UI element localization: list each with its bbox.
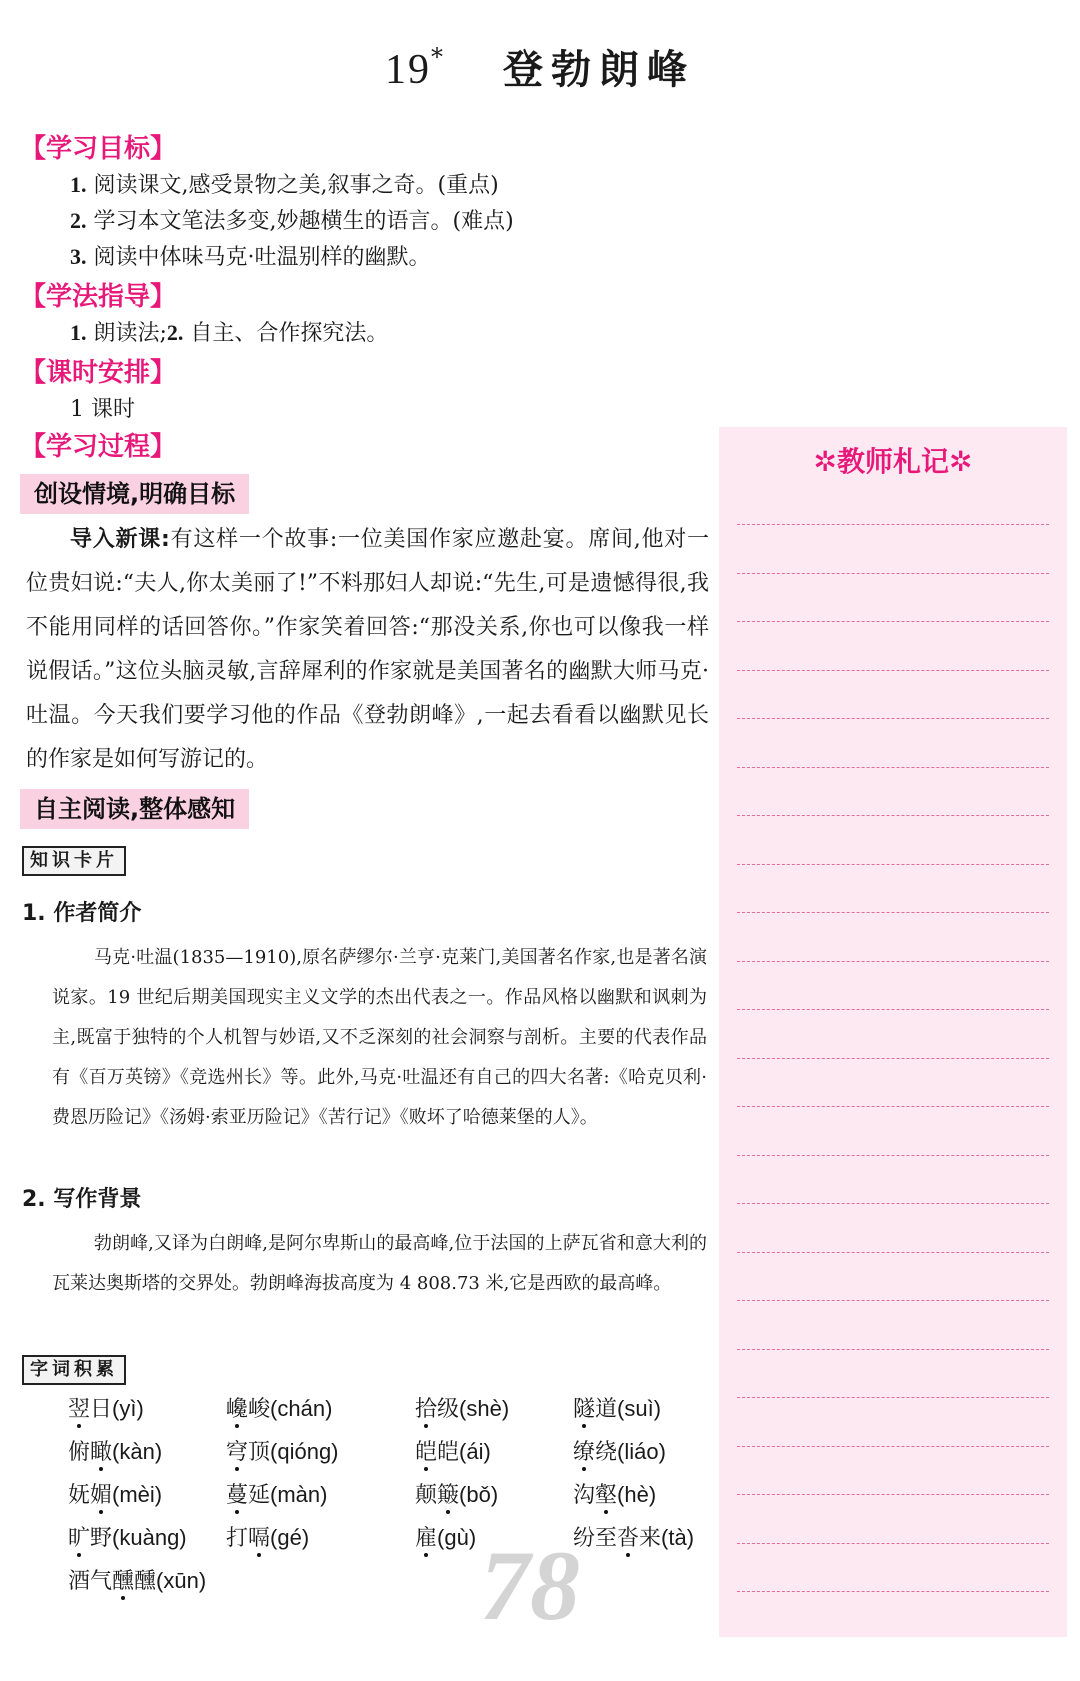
vocab-dotted-char: 瞰 <box>90 1440 113 1465</box>
vocabulary-label: 字词积累 <box>22 1355 126 1385</box>
note-line <box>737 718 1049 719</box>
vocab-char: 妩 <box>68 1483 91 1508</box>
vocab-char: 皑 <box>437 1440 460 1465</box>
vocab-char: 野 <box>90 1526 113 1551</box>
vocab-pinyin: (ái) <box>459 1439 491 1464</box>
vocab-char: 绕 <box>595 1440 618 1465</box>
vocab-dotted-char: 醺 <box>112 1569 135 1594</box>
note-line <box>737 1446 1049 1447</box>
vocab-item <box>415 1478 498 1509</box>
vocab-pinyin: (shè) <box>459 1396 510 1421</box>
vocab-item <box>68 1435 162 1466</box>
vocab-dotted-char: 隧 <box>573 1397 596 1422</box>
vocab-item <box>573 1478 656 1509</box>
vocab-pinyin: (suì) <box>617 1396 662 1421</box>
lesson-name: 登勃朗峰 <box>503 47 695 93</box>
teacher-notes-panel <box>719 427 1067 1637</box>
vocab-item <box>573 1392 661 1423</box>
vocab-pinyin: (tà) <box>661 1525 695 1550</box>
vocab-item <box>415 1521 476 1552</box>
vocab-item <box>68 1478 162 1509</box>
vocab-item <box>226 1478 327 1509</box>
note-line <box>737 1349 1049 1350</box>
vocab-dotted-char: 穹 <box>226 1440 249 1465</box>
note-line <box>737 1009 1049 1010</box>
knowledge-card-label: 知识卡片 <box>22 846 126 876</box>
vocab-dotted-char: 皑 <box>415 1440 438 1465</box>
lesson-mark: * <box>431 43 445 71</box>
vocab-pinyin: (gé) <box>270 1525 310 1550</box>
vocab-char: 俯 <box>68 1440 91 1465</box>
page-number: 78 <box>480 1530 580 1641</box>
vocab-char: 峻 <box>248 1397 271 1422</box>
vocab-char: 醺 <box>134 1569 157 1594</box>
vocab-item <box>573 1521 694 1552</box>
note-line <box>737 1543 1049 1544</box>
vocab-pinyin: (gù) <box>437 1525 477 1550</box>
vocab-pinyin: (mèi) <box>112 1482 163 1507</box>
note-line <box>737 573 1049 574</box>
note-line <box>737 815 1049 816</box>
note-line <box>737 961 1049 962</box>
note-line <box>737 670 1049 671</box>
author-text: 马克·吐温(1835—1910),原名萨缪尔·兰亨·克莱门,美国著名作家,也是著名演说家。19 世纪后期美国现实主义文学的杰出代表之一。作品风格以幽默和讽刺为主,既富于独特的个人机智与妙语,又不乏深刻的社会洞察与剖析。主要的代表作品有《百万英镑》《竞选州长》等。此外,马克·吐温还有自己的四大名著:《哈克贝利·费恩历险记》《汤姆·索亚历险记》《苦行记》《败坏了哈德莱堡的人》。 <box>52 947 707 1128</box>
note-line <box>737 1058 1049 1059</box>
vocab-char: 沟 <box>573 1483 596 1508</box>
schedule-text: 1 课时 <box>70 397 135 422</box>
intro-paragraph <box>26 518 709 782</box>
vocab-char: 顶 <box>248 1440 271 1465</box>
vocab-char: 打 <box>226 1526 249 1551</box>
vocab-dotted-char: 拾 <box>415 1397 438 1422</box>
objective-item: 2. 学习本文笔法多变,妙趣横生的语言。(难点) <box>70 208 514 234</box>
lesson-number: 19 <box>385 47 431 93</box>
process-heading: 【学习过程】 <box>20 432 177 462</box>
note-line <box>737 621 1049 622</box>
vocab-char: 颠 <box>415 1483 438 1508</box>
vocab-pinyin: (chán) <box>270 1396 333 1421</box>
vocab-item <box>226 1521 309 1552</box>
objective-item: 1. 阅读课文,感受景物之美,叙事之奇。(重点) <box>70 172 499 198</box>
vocab-pinyin: (qióng) <box>270 1439 339 1464</box>
vocab-dotted-char: 媚 <box>90 1483 113 1508</box>
vocab-char: 酒气 <box>68 1569 113 1594</box>
vocab-pinyin: (yì) <box>112 1396 144 1421</box>
vocab-pinyin: (màn) <box>270 1482 328 1507</box>
vocab-dotted-char: 雇 <box>415 1526 438 1551</box>
method-text: 1. 朗读法;2. 自主、合作探究法。 <box>70 320 389 346</box>
note-line <box>737 1300 1049 1301</box>
vocab-item <box>226 1392 332 1423</box>
vocab-dotted-char: 嗝 <box>248 1526 271 1551</box>
vocab-dotted-char: 旷 <box>68 1526 91 1551</box>
lesson-title <box>0 38 1080 95</box>
vocab-pinyin: (liáo) <box>617 1439 666 1464</box>
vocab-dotted-char: 壑 <box>595 1483 618 1508</box>
note-line <box>737 1203 1049 1204</box>
note-line <box>737 864 1049 865</box>
vocab-char: 延 <box>248 1483 271 1508</box>
vocab-dotted-char: 沓 <box>617 1526 640 1551</box>
background-text: 勃朗峰,又译为白朗峰,是阿尔卑斯山的最高峰,位于法国的上萨瓦省和意大利的瓦莱达奥斯塔的交界处。勃朗峰海拔高度为 4 808.73 米,它是西欧的最高峰。 <box>52 1233 707 1294</box>
section-band-2: 自主阅读,整体感知 <box>20 789 249 829</box>
vocab-item <box>226 1435 339 1466</box>
vocab-item <box>68 1564 206 1595</box>
vocab-dotted-char: 缭 <box>573 1440 596 1465</box>
intro-lead: 导入新课: <box>70 527 170 552</box>
vocab-pinyin: (xūn) <box>156 1568 207 1593</box>
intro-body: 有这样一个故事:一位美国作家应邀赴宴。席间,他对一位贵妇说:“夫人,你太美丽了!”不料那妇人却说:“先生,可是遗憾得很,我不能用同样的话回答你。”作家笑着回答:“那没关系,你也可以像我一样说假话。”这位头脑灵敏,言辞犀利的作家就是美国著名的幽默大师马克·吐温。今天我们要学习他的作品《登勃朗峰》,一起去看看以幽默见长的作家是如何写游记的。 <box>26 527 709 772</box>
vocab-item <box>573 1435 666 1466</box>
teacher-notes-title: ✲教师札记✲ <box>813 445 973 478</box>
vocab-pinyin: (bǒ) <box>459 1482 499 1507</box>
vocab-char: 道 <box>595 1397 618 1422</box>
vocab-pinyin: (kàn) <box>112 1439 163 1464</box>
vocab-dotted-char: 翌 <box>68 1397 91 1422</box>
vocab-char: 日 <box>90 1397 113 1422</box>
vocab-dotted-char: 蔓 <box>226 1483 249 1508</box>
vocab-item <box>415 1392 509 1423</box>
objectives-heading: 【学习目标】 <box>20 134 177 164</box>
vocab-item <box>68 1521 187 1552</box>
background-heading: 2. 写作背景 <box>22 1187 142 1212</box>
note-line <box>737 912 1049 913</box>
schedule-heading: 【课时安排】 <box>20 358 177 388</box>
note-line <box>737 1106 1049 1107</box>
note-line <box>737 1591 1049 1592</box>
section-band-1: 创设情境,明确目标 <box>20 474 249 514</box>
note-line <box>737 1252 1049 1253</box>
note-line <box>737 767 1049 768</box>
vocab-item <box>415 1435 491 1466</box>
method-heading: 【学法指导】 <box>20 282 177 312</box>
objective-item: 3. 阅读中体味马克·吐温别样的幽默。 <box>70 244 431 270</box>
author-heading: 1. 作者简介 <box>22 901 142 926</box>
vocab-char: 纷至 <box>573 1526 618 1551</box>
note-line <box>737 524 1049 525</box>
vocab-pinyin: (hè) <box>617 1482 657 1507</box>
note-line <box>737 1155 1049 1156</box>
note-line <box>737 1397 1049 1398</box>
vocab-pinyin: (kuàng) <box>112 1525 187 1550</box>
vocab-char: 来 <box>639 1526 662 1551</box>
vocab-dotted-char: 巉 <box>226 1397 249 1422</box>
vocab-char: 级 <box>437 1397 460 1422</box>
note-line <box>737 1494 1049 1495</box>
vocab-dotted-char: 簸 <box>437 1483 460 1508</box>
vocab-item <box>68 1392 144 1423</box>
